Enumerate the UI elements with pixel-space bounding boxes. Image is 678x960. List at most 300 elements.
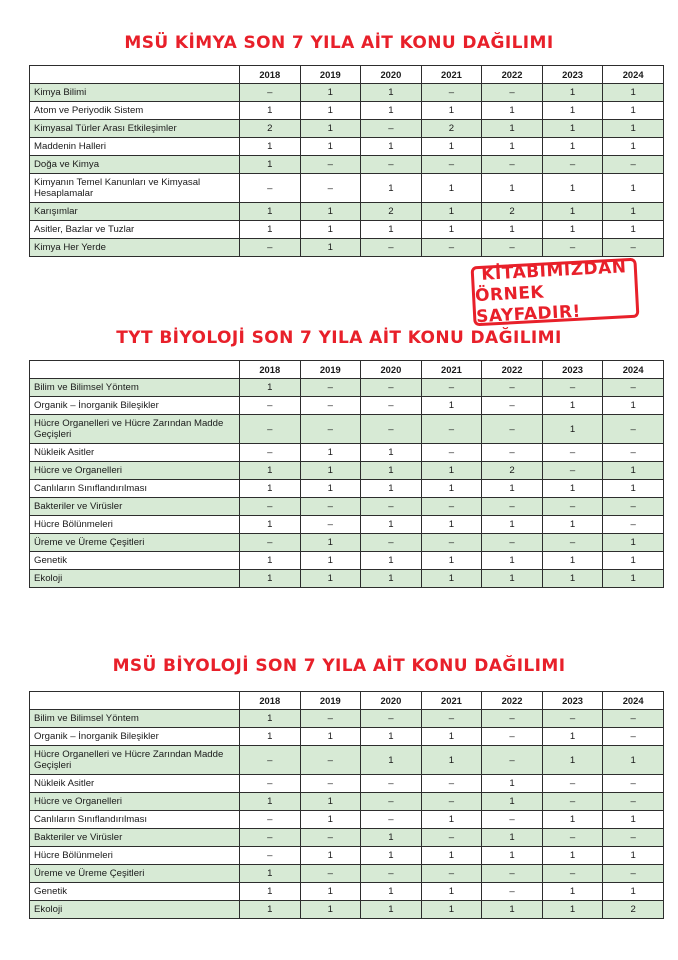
count-cell: 1 [240,221,301,239]
count-cell: 1 [300,552,361,570]
count-cell: – [361,793,422,811]
kimya-msu-title: MSÜ KİMYA SON 7 YILA AİT KONU DAĞILIMI [124,33,554,53]
count-cell: 1 [240,102,301,120]
count-cell: – [482,239,543,257]
table-row [30,480,664,498]
count-cell: 1 [482,847,543,865]
count-cell: 1 [421,174,482,203]
header-row [30,361,664,379]
count-cell: 1 [361,462,422,480]
count-cell: 1 [482,829,543,847]
topic-cell: Maddenin Halleri [30,138,240,156]
count-cell: – [482,84,543,102]
count-cell: – [300,415,361,444]
topic-cell: Kimyanın Temel Kanunları ve Kimyasal Hesaplamalar [30,174,240,203]
count-cell: 1 [603,120,664,138]
count-cell: – [482,710,543,728]
count-cell: 1 [240,710,301,728]
count-cell: 1 [421,138,482,156]
count-cell: – [542,534,603,552]
count-cell: – [421,84,482,102]
count-cell: 1 [542,221,603,239]
count-cell: 1 [542,811,603,829]
count-cell: – [300,379,361,397]
count-cell: – [421,710,482,728]
header-row [30,66,664,84]
count-cell: – [361,397,422,415]
table-row [30,120,664,138]
year-header: 2022 [482,692,543,710]
count-cell: 1 [240,901,301,919]
count-cell: 1 [361,883,422,901]
topic-cell: Genetik [30,883,240,901]
count-cell: 1 [542,397,603,415]
count-cell: – [300,829,361,847]
count-cell: – [361,775,422,793]
count-cell: 1 [542,480,603,498]
count-cell: 1 [542,746,603,775]
biyoloji-tyt-title: TYT BİYOLOJİ SON 7 YILA AİT KONU DAĞILIMI [116,328,562,348]
count-cell: 2 [240,120,301,138]
count-cell: 1 [421,883,482,901]
count-cell: – [603,793,664,811]
count-cell: 1 [482,120,543,138]
count-cell: 1 [482,102,543,120]
topic-cell: Organik – İnorganik Bileşikler [30,397,240,415]
count-cell: – [300,397,361,415]
table-row [30,865,664,883]
year-header: 2020 [361,361,422,379]
count-cell: – [482,728,543,746]
count-cell: 1 [300,811,361,829]
table-row [30,462,664,480]
count-cell: 1 [240,570,301,588]
count-cell: – [603,728,664,746]
table-row [30,221,664,239]
count-cell: 1 [542,570,603,588]
year-header: 2022 [482,66,543,84]
table-row [30,239,664,257]
stamp-line-2: ÖRNEK SAYFADIR! [474,282,582,327]
count-cell: – [603,239,664,257]
count-cell: 1 [603,570,664,588]
count-cell: – [240,444,301,462]
count-cell: 1 [361,746,422,775]
table-row [30,444,664,462]
topic-header-cell [30,361,240,379]
year-header: 2022 [482,361,543,379]
biyoloji-msu-title: MSÜ BİYOLOJİ SON 7 YILA AİT KONU DAĞILIMI [112,656,566,676]
count-cell: 1 [421,102,482,120]
count-cell: – [361,239,422,257]
count-cell: – [361,379,422,397]
table-row [30,847,664,865]
table-row [30,710,664,728]
count-cell: 1 [421,746,482,775]
count-cell: 1 [603,203,664,221]
count-cell: 1 [421,811,482,829]
count-cell: – [240,534,301,552]
topic-cell: Hücre Bölünmeleri [30,847,240,865]
count-cell: 1 [603,138,664,156]
count-cell: 1 [542,883,603,901]
year-header: 2023 [542,66,603,84]
count-cell: – [542,865,603,883]
biyoloji-msu-table [29,691,664,919]
count-cell: 1 [603,746,664,775]
count-cell: 1 [361,570,422,588]
count-cell: – [542,444,603,462]
count-cell: 1 [240,138,301,156]
table-row [30,203,664,221]
count-cell: 1 [542,516,603,534]
count-cell: 1 [300,138,361,156]
kimya-msu-table [29,65,664,257]
count-cell: – [603,498,664,516]
table-row [30,174,664,203]
topic-cell: Bakteriler ve Virüsler [30,498,240,516]
count-cell: – [603,379,664,397]
count-cell: – [542,498,603,516]
count-cell: – [361,120,422,138]
count-cell: – [421,534,482,552]
topic-cell: Karışımlar [30,203,240,221]
count-cell: – [300,156,361,174]
count-cell: – [361,415,422,444]
count-cell: 1 [603,102,664,120]
table-row [30,397,664,415]
count-cell: – [482,811,543,829]
topic-cell: Nükleik Asitler [30,444,240,462]
table-row [30,156,664,174]
year-header: 2024 [603,692,664,710]
count-cell: – [482,415,543,444]
table-row [30,84,664,102]
topic-cell: Asitler, Bazlar ve Tuzlar [30,221,240,239]
table-row [30,534,664,552]
count-cell: – [603,156,664,174]
count-cell: 1 [603,84,664,102]
count-cell: 1 [421,847,482,865]
count-cell: 1 [361,84,422,102]
count-cell: – [300,498,361,516]
table-row [30,728,664,746]
count-cell: 2 [482,462,543,480]
count-cell: – [421,498,482,516]
table-row [30,138,664,156]
count-cell: – [240,498,301,516]
count-cell: 1 [300,728,361,746]
count-cell: 1 [542,102,603,120]
count-cell: – [240,415,301,444]
topic-cell: Ekoloji [30,570,240,588]
count-cell: – [421,775,482,793]
count-cell: – [421,829,482,847]
count-cell: 1 [603,480,664,498]
count-cell: 1 [421,480,482,498]
count-cell: 1 [240,379,301,397]
count-cell: – [421,239,482,257]
count-cell: – [300,710,361,728]
count-cell: 1 [542,203,603,221]
count-cell: – [482,746,543,775]
topic-cell: Organik – İnorganik Bileşikler [30,728,240,746]
year-header: 2024 [603,66,664,84]
topic-cell: Hücre ve Organelleri [30,462,240,480]
count-cell: – [421,793,482,811]
count-cell: – [542,710,603,728]
count-cell: 2 [603,901,664,919]
count-cell: 1 [361,847,422,865]
count-cell: – [542,379,603,397]
count-cell: – [240,174,301,203]
table-row [30,415,664,444]
topic-cell: Hücre Bölünmeleri [30,516,240,534]
count-cell: – [482,498,543,516]
count-cell: – [240,847,301,865]
count-cell: 1 [421,462,482,480]
count-cell: 1 [482,516,543,534]
year-header: 2018 [240,692,301,710]
sample-page-stamp [471,258,640,327]
count-cell: – [300,865,361,883]
count-cell: – [603,516,664,534]
count-cell: 1 [300,480,361,498]
count-cell: 1 [603,534,664,552]
count-cell: – [482,156,543,174]
count-cell: – [603,829,664,847]
year-header: 2021 [421,692,482,710]
count-cell: – [300,746,361,775]
count-cell: – [542,775,603,793]
year-header: 2018 [240,66,301,84]
count-cell: – [240,84,301,102]
count-cell: 1 [240,516,301,534]
count-cell: – [240,811,301,829]
table-row [30,793,664,811]
count-cell: – [240,829,301,847]
topic-cell: Hücre ve Organelleri [30,793,240,811]
topic-cell: Canlıların Sınıflandırılması [30,811,240,829]
year-header: 2018 [240,361,301,379]
count-cell: 1 [542,120,603,138]
count-cell: – [300,516,361,534]
count-cell: 1 [361,444,422,462]
count-cell: – [361,156,422,174]
count-cell: 1 [240,462,301,480]
count-cell: 1 [421,221,482,239]
count-cell: 1 [482,552,543,570]
table-row [30,811,664,829]
topic-cell: Ekoloji [30,901,240,919]
count-cell: 1 [300,847,361,865]
table-row [30,901,664,919]
count-cell: 2 [421,120,482,138]
count-cell: – [421,415,482,444]
count-cell: 1 [300,534,361,552]
count-cell: – [240,775,301,793]
count-cell: 1 [240,883,301,901]
count-cell: 1 [361,102,422,120]
count-cell: 1 [603,811,664,829]
count-cell: – [300,174,361,203]
count-cell: – [542,829,603,847]
table-row [30,102,664,120]
count-cell: – [542,793,603,811]
year-header: 2021 [421,361,482,379]
count-cell: – [542,462,603,480]
count-cell: 1 [603,847,664,865]
count-cell: 1 [482,775,543,793]
topic-cell: Hücre Organelleri ve Hücre Zarından Madde Geçişleri [30,415,240,444]
count-cell: – [482,865,543,883]
count-cell: – [240,397,301,415]
count-cell: – [240,746,301,775]
count-cell: 1 [421,570,482,588]
table-row [30,498,664,516]
count-cell: 1 [482,138,543,156]
topic-cell: Canlıların Sınıflandırılması [30,480,240,498]
topic-cell: Kimya Bilimi [30,84,240,102]
count-cell: 1 [542,901,603,919]
count-cell: 1 [300,462,361,480]
count-cell: 1 [421,901,482,919]
count-cell: 1 [300,120,361,138]
count-cell: 1 [361,221,422,239]
table-row [30,775,664,793]
count-cell: – [361,498,422,516]
table-row [30,552,664,570]
count-cell: 1 [603,883,664,901]
count-cell: 1 [300,102,361,120]
count-cell: – [361,865,422,883]
count-cell: – [421,865,482,883]
count-cell: – [542,239,603,257]
count-cell: – [603,415,664,444]
count-cell: 1 [421,203,482,221]
year-header: 2023 [542,692,603,710]
count-cell: 1 [361,174,422,203]
count-cell: – [421,156,482,174]
table-row [30,746,664,775]
topic-cell: Üreme ve Üreme Çeşitleri [30,865,240,883]
count-cell: – [482,444,543,462]
count-cell: – [482,534,543,552]
count-cell: 1 [482,221,543,239]
topic-header-cell [30,692,240,710]
topic-cell: Atom ve Periyodik Sistem [30,102,240,120]
count-cell: – [542,156,603,174]
count-cell: 1 [603,221,664,239]
count-cell: – [361,811,422,829]
count-cell: 1 [300,444,361,462]
topic-cell: Bilim ve Bilimsel Yöntem [30,710,240,728]
count-cell: 1 [300,793,361,811]
count-cell: – [361,710,422,728]
count-cell: 1 [542,728,603,746]
topic-cell: Doğa ve Kimya [30,156,240,174]
year-header: 2019 [300,692,361,710]
count-cell: 1 [603,174,664,203]
topic-cell: Genetik [30,552,240,570]
topic-cell: Kimyasal Türler Arası Etkileşimler [30,120,240,138]
count-cell: 1 [240,728,301,746]
count-cell: 1 [300,239,361,257]
count-cell: 1 [240,156,301,174]
table-row [30,829,664,847]
count-cell: 1 [361,829,422,847]
table-row [30,570,664,588]
count-cell: 1 [361,728,422,746]
count-cell: 1 [421,552,482,570]
count-cell: – [240,239,301,257]
topic-cell: Kimya Her Yerde [30,239,240,257]
count-cell: 1 [482,174,543,203]
count-cell: 1 [361,480,422,498]
count-cell: 1 [240,865,301,883]
count-cell: 1 [482,480,543,498]
year-header: 2023 [542,361,603,379]
year-header: 2024 [603,361,664,379]
topic-cell: Hücre Organelleri ve Hücre Zarından Madde Geçişleri [30,746,240,775]
count-cell: 1 [361,901,422,919]
count-cell: 1 [482,901,543,919]
count-cell: – [300,775,361,793]
count-cell: 1 [603,462,664,480]
count-cell: 1 [300,883,361,901]
count-cell: 1 [482,793,543,811]
count-cell: – [421,379,482,397]
count-cell: 1 [240,793,301,811]
count-cell: 1 [421,728,482,746]
count-cell: 1 [300,221,361,239]
count-cell: 1 [542,847,603,865]
count-cell: 1 [361,516,422,534]
table-row [30,516,664,534]
count-cell: – [603,775,664,793]
count-cell: – [603,444,664,462]
count-cell: 1 [361,552,422,570]
header-row [30,692,664,710]
count-cell: – [482,883,543,901]
topic-cell: Üreme ve Üreme Çeşitleri [30,534,240,552]
year-header: 2019 [300,361,361,379]
count-cell: 1 [542,138,603,156]
count-cell: 1 [300,570,361,588]
year-header: 2021 [421,66,482,84]
count-cell: 1 [542,552,603,570]
count-cell: 1 [240,203,301,221]
count-cell: 1 [542,174,603,203]
topic-cell: Bilim ve Bilimsel Yöntem [30,379,240,397]
year-header: 2019 [300,66,361,84]
table-row [30,883,664,901]
table-row [30,379,664,397]
count-cell: – [603,865,664,883]
count-cell: 1 [240,480,301,498]
count-cell: 1 [240,552,301,570]
count-cell: 1 [542,415,603,444]
count-cell: 1 [603,552,664,570]
count-cell: 1 [300,203,361,221]
count-cell: 2 [482,203,543,221]
count-cell: 1 [421,516,482,534]
topic-cell: Bakteriler ve Virüsler [30,829,240,847]
count-cell: 1 [300,84,361,102]
count-cell: – [482,379,543,397]
topic-header-cell [30,66,240,84]
count-cell: 1 [361,138,422,156]
